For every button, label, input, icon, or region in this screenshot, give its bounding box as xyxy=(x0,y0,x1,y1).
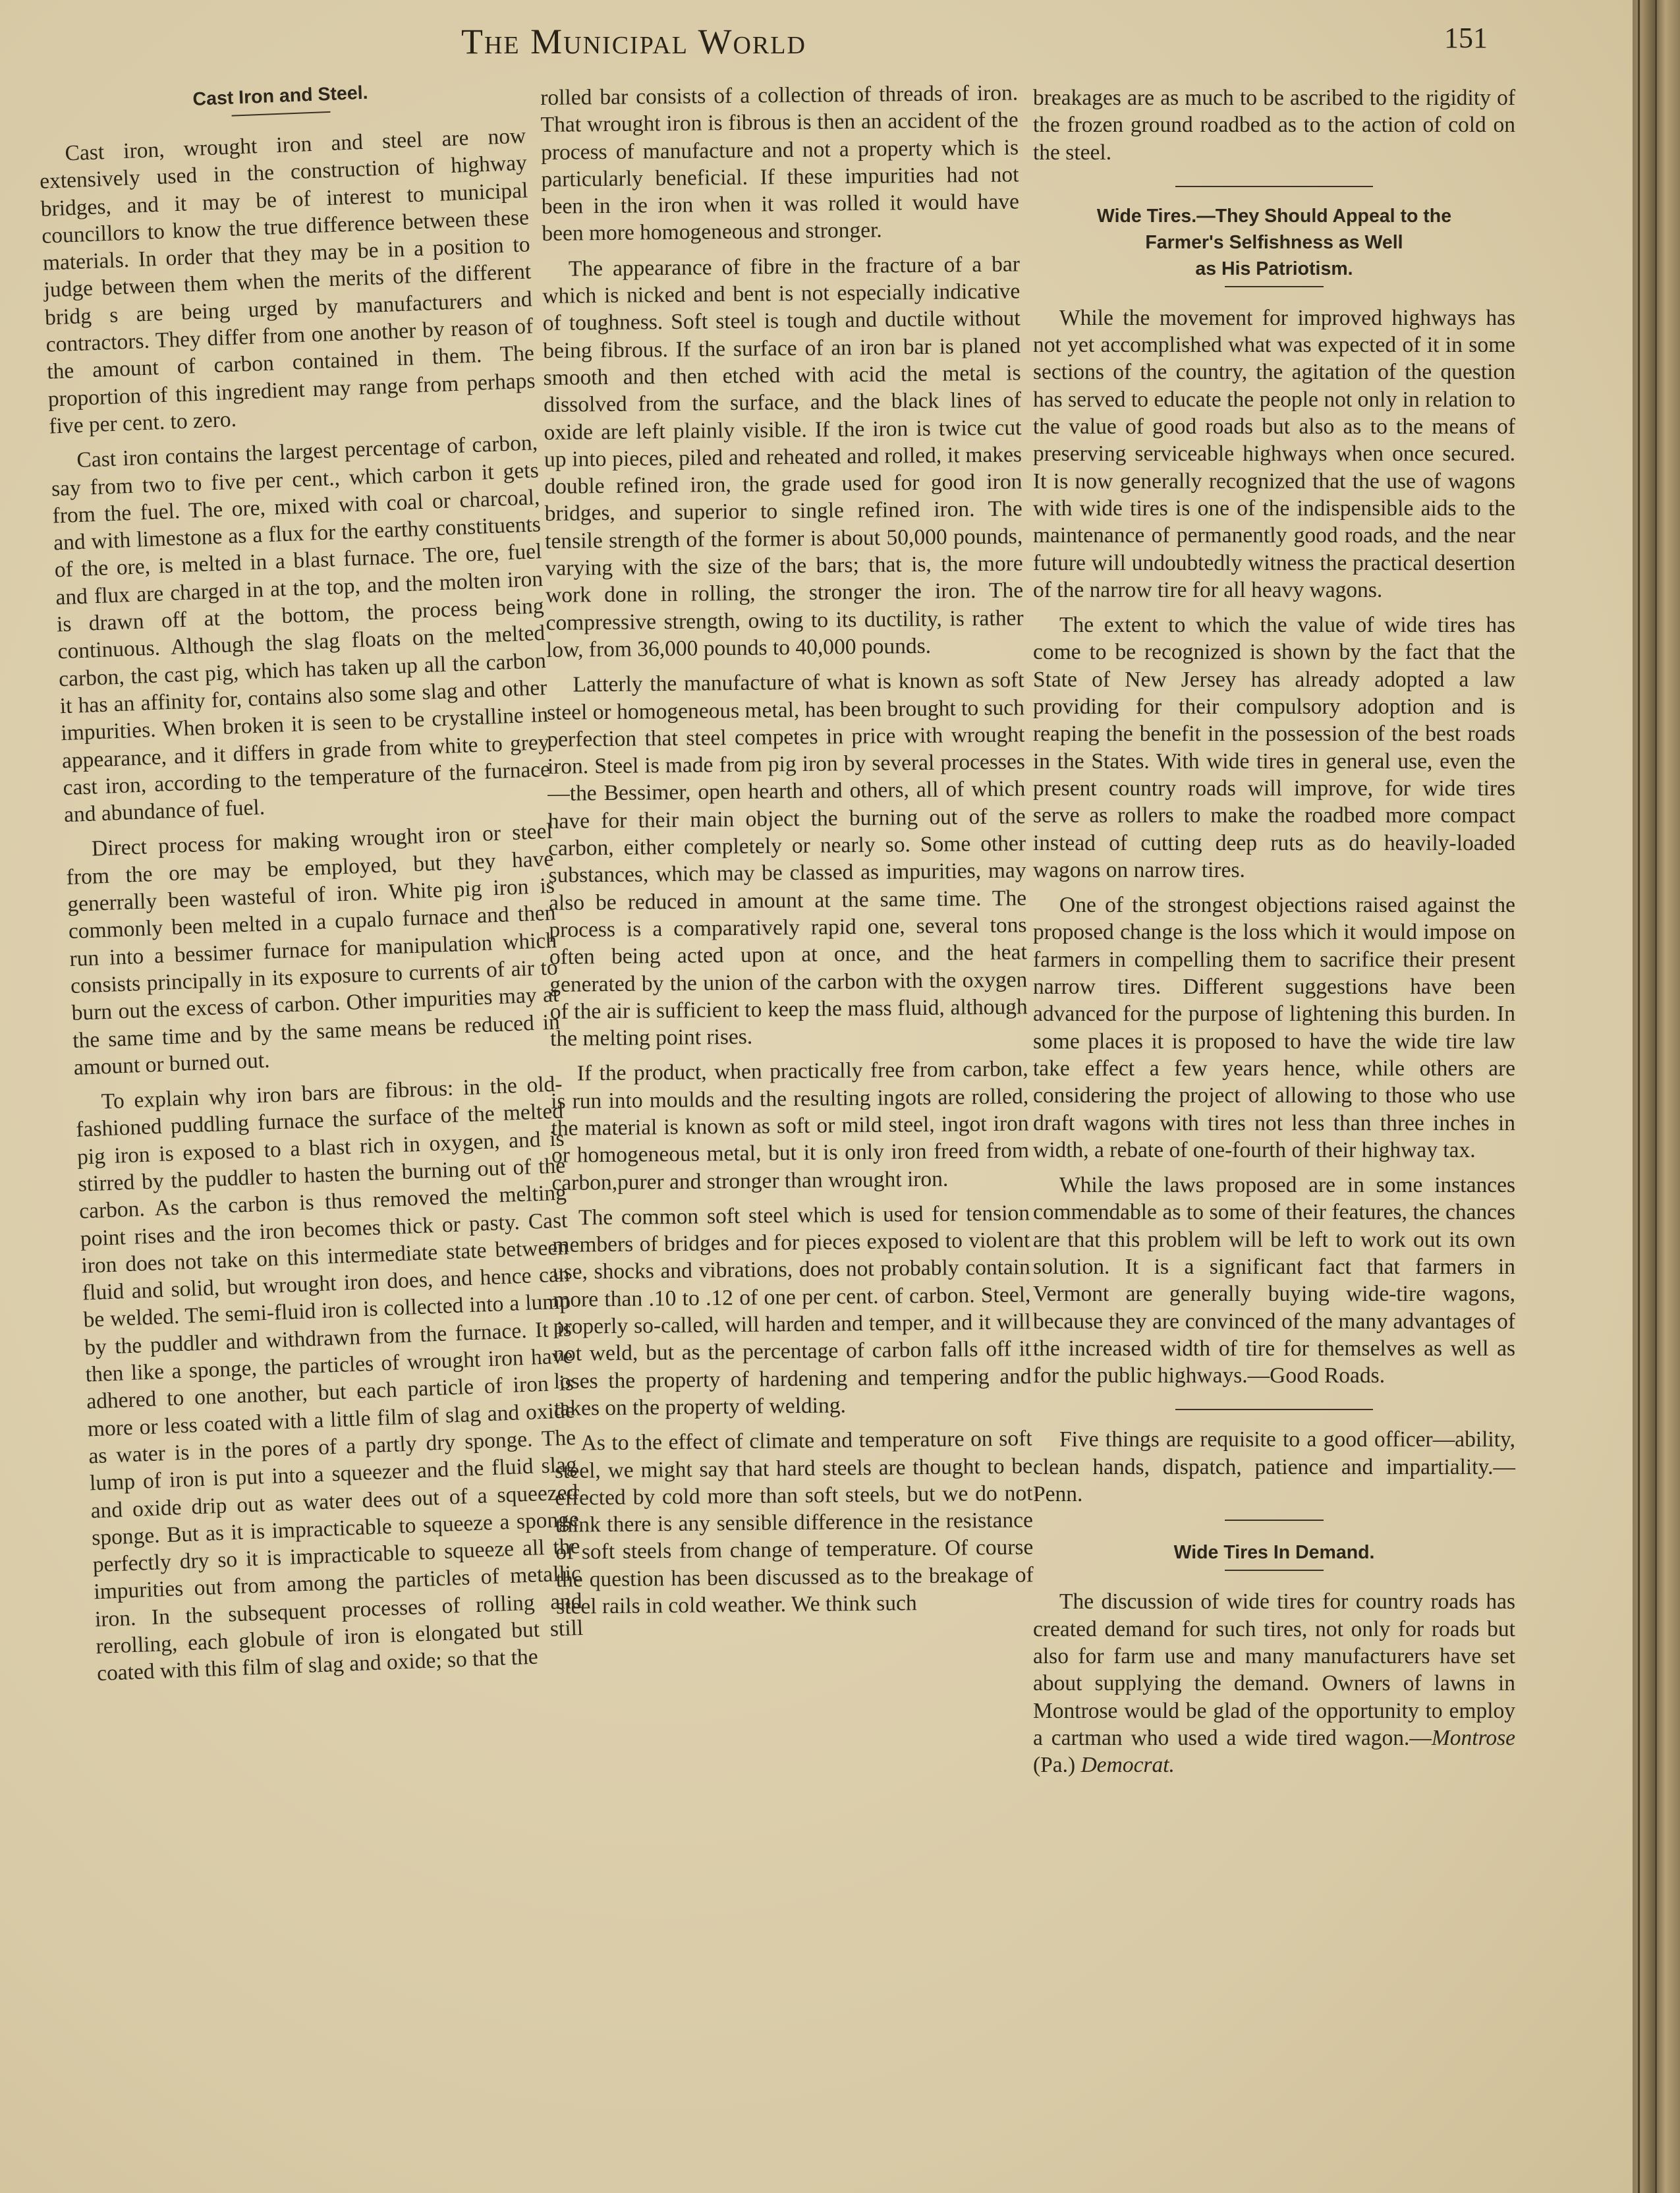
paragraph: Direct process for making wrought iron or steel from the ore may be employed, but they have generrally been wasteful of iron. White pig iron is commonly been melted in a cupalo furnace and then run into a bessimer furnace for manipulation which consists principally in its exposure to currents of air to burn out the excess of carbon. Other impurities may at the same time and by the same means be reduced in amount or burned out. xyxy=(66,819,561,1080)
paragraph: breakages are as much to be ascribed to the rigidity of the frozen ground roadbed as to the action of cold on the steel. xyxy=(1033,86,1515,165)
book-binding xyxy=(1633,0,1680,2193)
paragraph: One of the strongest objections raised against the proposed change is the loss which it would impose on farmers in compelling them to sacrifice their present narrow tires. Different suggestions have been advanced for the purpose of lightening this burden. In some places it is proposed to have the wide tire law take effect a few years hence, while others are considering the project of allowing to those who use draft wagons with tires not less than three inches in width, a rebate of one-fourth of their highway tax. xyxy=(1033,893,1515,1162)
heading-rule xyxy=(1225,1570,1324,1571)
paragraph: If the product, when practically free from carbon, is run into moulds and the resulting ingots are rolled, the material is known as soft or mild steel, ingot iron or homogeneous metal, but it is only iron freed from carbon,purer and stronger than wrought iron. xyxy=(550,1056,1030,1195)
heading-rule xyxy=(232,111,331,117)
source-name-end: Democrat. xyxy=(1080,1753,1175,1778)
heading-line: as His Patriotism. xyxy=(1195,258,1353,279)
section-divider xyxy=(1175,1409,1373,1410)
source-state: (Pa.) xyxy=(1033,1753,1081,1778)
paragraph: As to the effect of climate and temperature on soft steel, we might say that hard steels are thought to be effected by cold more than soft steels, but we do not think there is any sensible difference in the resistance of soft steels from change of temperature. Of course the question has been discussed as to the breakage of steel rails in cold weather. We think such xyxy=(554,1426,1034,1619)
article-heading-wide-tires xyxy=(1033,203,1515,282)
paragraph: The appearance of fibre in the fracture of a bar which is nicked and bent is not especially indicative of toughness. Soft steel is tough and ductile without being fibrous. If the surface of an iron bar is planed smooth and then etched with acid the metal is dissolved from the surface, and the black lines of oxide are left plainly visible. If the iron is twice cut up into pieces, piled and reheated and rolled, it makes double refined iron, the grade used for good iron bridges, and superior to single refined iron. The tensile strength of the former is about 50,000 pounds, varying with the size of the bars; that is, the more work done in rolling, the stronger the iron. The compressive strength, owing to its ductility, is rather low, from 36,000 pounds to 40,000 pounds. xyxy=(542,252,1024,662)
paragraph: The common soft steel which is used for tension members of bridges and for pieces exposed to violent use, shocks and vibrations, does not probably contain more than .10 to .12 of one per cent. of carbon. Steel, properly so-called, will harden and temper, and it will not weld, but as the percentage of carbon falls off it loses the property of hardening and tempering and takes on the property of welding. xyxy=(552,1201,1032,1421)
paragraph: Cast iron, wrought iron and steel are now extensively used in the construction of highway bridges, and it may be of interest to municipal councillors to know the true difference between these materials. In order that they may be in a position to judge between them when the merits of the different bridg s are being urged by manufacturers and contractors. They differ from one another by reason of the amount of carbon contained in them. The proportion of this ingredient may range from perhaps five per cent. to zero. xyxy=(39,123,536,439)
column-1 xyxy=(36,74,585,1695)
page-header xyxy=(0,17,1633,70)
paragraph: While the movement for improved highways has not yet accomplished what was expected of it in some sections of the country, the agitation of the question has served to educate the people not only in relation to the value of good roads but also as to the means of preserving serviceable highways when once secured. It is now generally recognized that the use of wagons with wide tires is one of the indispensible aids to the maintenance of permanently good roads, and the near future will undoubtedly witness the practical desertion of the narrow tire for all heavy wagons. xyxy=(1033,305,1515,602)
heading-line: Wide Tires.—They Should Appeal to the xyxy=(1096,205,1452,227)
paragraph: To explain why iron bars are fibrous: in the old-fashioned puddling furnace the surface of the melted pig iron is exposed to a blast rich in oxygen, and is stirred by the puddler to hasten the burning out of the carbon. As the carbon is thus removed the melting point rises and the iron becomes thick or pasty. Cast iron does not take on this intermediate state between fluid and solid, but wrought iron does, and hence can be welded. The semi-fluid iron is collected into a lump by the puddler and withdrawn from the furnace. It is then like a sponge, the particles of wrought iron have adhered to one another, but each particle of iron is more or less coated with a little film of slag and oxide as water is in the pores of a partly dry sponge. The lump of iron is put into a squeezer and the fluid slag and oxide drip out as water dees out of a squeezed sponge. But as it is impracticable to squeeze a sponge perfectly dry so it is impracticable to squeeze all the impurities out from among the particles of metallic iron. In the subsequent processes of rolling and rerolling, each globule of iron is elongated but still coated with this film of slag and oxide; so that the xyxy=(75,1071,584,1686)
paragraph: rolled bar consists of a collection of threads of iron. That wrought iron is fibrous is then an accident of the process of manufacture and not a property which is particularly beneficial. If these impurities had not been in the iron when it was rolled it would have been more homogeneous and stronger. xyxy=(540,80,1020,246)
binding-edge xyxy=(1638,0,1640,2193)
binding-edge xyxy=(1655,0,1657,2193)
publication-title: The Municipal World xyxy=(461,22,806,61)
paragraph: While the laws proposed are in some instances commendable as to some of their features, the chances are that this problem will be left to work out its own solution. It is a significant fact that farmers in Vermont are generally buying wide-tire wagons, because they are convinced of the many advantages of the increased width of tire for themselves as well as for the public highways.—Good Roads. xyxy=(1033,1173,1515,1388)
paragraph xyxy=(1033,1588,1515,1779)
page-number: 151 xyxy=(1444,22,1488,54)
heading-rule xyxy=(1225,286,1324,287)
heading-line: Farmer's Selfishness as Well xyxy=(1145,231,1403,253)
source-name: Montrose xyxy=(1431,1725,1515,1750)
column-3 xyxy=(1033,84,1515,1786)
section-divider xyxy=(1175,186,1373,187)
paragraph-text: The discussion of wide tires for country roads has created demand for such tires, not only for roads but also for farm use and many manufacturers have set about supplying the demand. Owners of lawns in Montrose would be glad of the opportunity to employ a cartman who used a wide tired wagon.— xyxy=(1033,1589,1515,1750)
article-heading-cast-iron: Cast Iron and Steel. xyxy=(192,82,369,110)
paragraph: Latterly the manufacture of what is known as soft steel or homogeneous metal, has been brought to such perfection that steel competes in price with wrought iron. Steel is made from pig iron by several processes—the Bessimer, open hearth and others, all of which have for their main object the burning out of the carbon, either completely or nearly so. Some other substances, which may be classed as impurities, may also be reduced in amount at the same time. The process is a comparatively rapid one, several tons often being acted upon at once, and the heat generated by the union of the carbon with the oxygen of the air is sufficient to keep the mass fluid, although the melting point rises. xyxy=(546,668,1028,1052)
article-heading-wide-tires-demand: Wide Tires In Demand. xyxy=(1173,1542,1375,1564)
column-2 xyxy=(540,79,1034,1628)
quote-paragraph: Five things are requisite to a good officer—ability, clean hands, dispatch, patience and impartiality.—Penn. xyxy=(1033,1427,1515,1507)
paragraph: The extent to which the value of wide tires has come to be recognized is shown by the fact that the State of New Jersey has already adopted a law providing for their compulsory adoption and is reaping the benefit in the possession of the best roads in the States. With wide tires in general use, even the present country roads will improve, for wide tires serve as rollers to make the roadbed more compact instead of cutting deep ruts as do heavily-loaded wagons on narrow tires. xyxy=(1033,613,1515,882)
section-divider xyxy=(1225,1520,1324,1521)
paragraph: Cast iron contains the largest percentage of carbon, say from two to five per cent., which carbon it gets from the fuel. The ore, mixed with coal or charcoal, and with limestone as a flux for the earthy constituents of the ore, is melted in a blast furnace. The ore, fuel and flux are charged in at the top, and the molten iron is drawn off at the bottom, the process being continuous. Although the slag floats on the melted carbon, the cast pig, which has taken up all the carbon it has an affinity for, contains also some slag and other impurities. When broken it is seen to be crystalline in appearance, and it differs in grade from white to grey cast iron, according to the temperature of the furnace and abundance of fuel. xyxy=(51,430,551,828)
